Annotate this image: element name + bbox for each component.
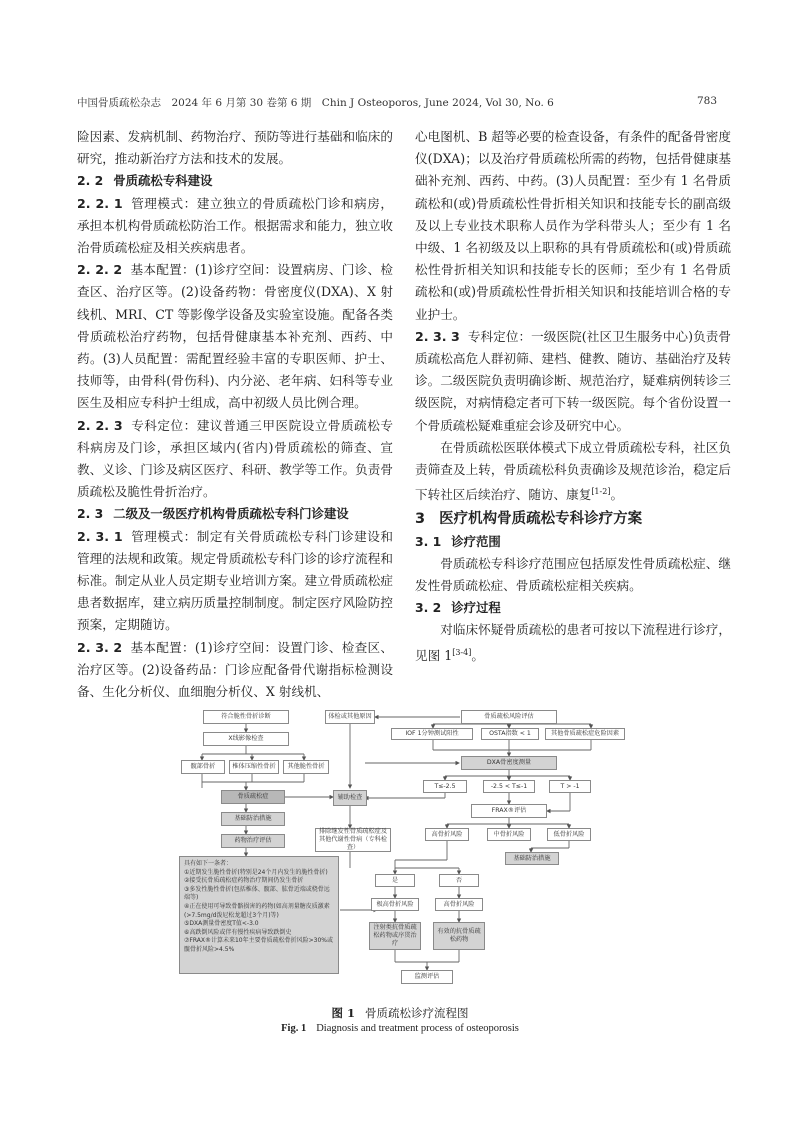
vertebral-fracture-box: 椎体压缩性骨折 xyxy=(229,760,279,774)
citation: [3-4] xyxy=(452,647,472,657)
osteoporosis-box: 骨质疏松症 xyxy=(221,790,285,804)
paragraph: 对临床怀疑骨质疏松的患者可按以下流程进行诊疗，见图 1[3-4]。 xyxy=(415,622,731,663)
journal-info: 中国骨质疏松杂志 2024 年 6 月第 30 卷第 6 期 Chin J Osteoporos, June 2024, Vol 30, No. 6 xyxy=(77,97,554,109)
t-score-high-box: T > -1 xyxy=(549,780,591,793)
paragraph: 2. 3. 1 管理模式：制定有关骨质疏松专科门诊建设和管理的法规和政策。规定骨质疏松专科门诊的诊疗流程和标准。制定从业人员定期专业培训方案。建立骨质疏松症患者数据库，建立病历质量控制制度。制定医疗风险防控预案，定期随访。 xyxy=(77,528,393,633)
paragraph: 心电图机、B 超等必要的检查设备，有条件的配备骨密度仪(DXA)；以及治疗骨质疏松所需的药物，包括骨健康基础补充剂、西药、中药。(3)人员配置：至少有 1 名骨质疏松和(或)骨质疏松性骨折相关知识和技能专长的副高级及以上专业技术职称人员作为学科带头人；至少有 1 名中级、1 名初级及以上职称的具有骨质疏松和(或)骨质疏松性骨折相关知识和技能专长的医师；至少有 1 名骨质疏松和(或)骨质疏松性骨折相关知识和技能培训合格的专业护士。 xyxy=(415,129,731,322)
running-header xyxy=(77,95,717,111)
criteria-item: ⑤DXA测量骨密度T值<-3.0 xyxy=(184,920,259,928)
exclude-secondary-box: 排除继发性骨质疏松症及其他代谢性骨病（专科检查） xyxy=(315,828,391,852)
risk-assessment-box: 骨质疏松风险评估 xyxy=(461,710,557,724)
high-risk-2-box: 高骨折风险 xyxy=(435,898,483,911)
paragraph: 2. 2. 2 基本配置：(1)诊疗空间：设置病房、门诊、检查区、治疗区等。(2)设备药物：骨密度仪(DXA)、X 射线机、MRI、CT 等影像学设备及实验室设施。配备各类骨质疏松治疗药物，包括骨健康基本补充剂、西药、中药。(3)人员配置：需配置经验丰富的专职医师、护士、技师等，由骨科(骨伤科)、内分泌、老年病、妇科等专业医生及相应专科护士组成，高中初级人员比例合理。 xyxy=(77,262,393,411)
page-number: 783 xyxy=(696,95,717,107)
low-risk-box: 低骨折风险 xyxy=(547,828,591,841)
aux-exam-box: 辅助检查 xyxy=(333,790,367,806)
right-column xyxy=(415,126,731,667)
basic-prevention-2-box: 基础防治措施 xyxy=(505,852,559,865)
t-score-low-box: T≤-2.5 xyxy=(423,780,467,793)
very-high-risk-box: 极高骨折风险 xyxy=(371,898,419,911)
drug-evaluation-box: 药物治疗评估 xyxy=(221,834,285,848)
criteria-item: ⑦FRAX®计算未来10年主要骨质疏松骨折风险>30%或髋骨折风险>4.5% xyxy=(184,937,333,953)
paragraph: 险因素、发病机制、药物治疗、预防等进行基础和临床的研究，推动新治疗方法和技术的发展。 xyxy=(77,129,393,167)
figure-caption-cn: 图 1 骨质疏松诊疗流程图 xyxy=(331,1006,469,1020)
criteria-item: ③多发性脆性骨折(包括椎体、髋部、肱骨近端或桡骨远端等) xyxy=(184,885,330,902)
section-heading: 2. 2 骨质疏松专科建设 xyxy=(77,173,213,189)
flowchart-figure xyxy=(165,700,627,992)
criteria-item: ⑥高跌倒风险或伴有慢性疾病导致跌倒史 xyxy=(184,928,292,936)
paragraph: 骨质疏松专科诊疗范围应包括原发性骨质疏松症、继发性骨质疏松症、骨质疏松症相关疾病。 xyxy=(415,555,731,594)
effective-drug-box: 有效的抗骨质疏松药物 xyxy=(433,922,485,950)
yes-box: 是 xyxy=(375,874,415,887)
citation: [1-2] xyxy=(591,487,611,497)
xray-box: X线影像检查 xyxy=(203,732,289,746)
other-fracture-box: 其他脆性骨折 xyxy=(283,760,329,774)
fragility-fracture-box: 符合脆性骨折诊断 xyxy=(203,710,289,724)
paragraph: 2. 3. 3 专科定位：一级医院(社区卫生服务中心)负责骨质疏松高危人群初筛、建档、健教、随访、基础治疗及转诊。二级医院负责明确诊断、规范治疗，疑难病例转诊三级医院，对病情稳定者可下转一级医院。每个省份设置一个骨质疏松疑难重症会诊及研究中心。 xyxy=(415,328,731,433)
section-heading: 2. 3 二级及一级医疗机构骨质疏松专科门诊建设 xyxy=(77,506,349,522)
left-column xyxy=(77,126,393,703)
paragraph: 2. 3. 2 基本配置：(1)诊疗空间：设置门诊、检查区、治疗区等。(2)设备药品：门诊应配备骨代谢指标检测设备、生化分析仪、血细胞分析仪、X 射线机、 xyxy=(77,639,393,700)
dxa-box: DXA骨密度测量 xyxy=(461,756,557,770)
injectable-drug-box: 注射类抗骨质疏松药物或序贯治疗 xyxy=(369,922,421,950)
exam-box: 体检或其他原因 xyxy=(325,710,375,724)
criteria-item: ②接受抗骨质疏松症药物治疗期间仍发生骨折 xyxy=(184,877,304,885)
criteria-list-box xyxy=(179,856,339,974)
no-box: 否 xyxy=(439,874,479,887)
section-heading: 3. 2 诊疗过程 xyxy=(415,600,501,616)
mid-risk-box: 中骨折风险 xyxy=(487,828,531,841)
paragraph: 2. 2. 1 管理模式：建立独立的骨质疏松门诊和病房，承担本机构骨质疏松防治工作。根据需求和能力，独立收治骨质疏松症及相关疾病患者。 xyxy=(77,195,393,256)
criteria-item: ④正在使用可导致骨骼损害的药物(如高剂量糖皮质激素(>7.5mg/d泼尼松龙超过3个月)等) xyxy=(184,902,330,919)
hip-fracture-box: 髋部骨折 xyxy=(181,760,225,774)
chapter-heading: 3 医疗机构骨质疏松专科诊疗方案 xyxy=(415,510,643,527)
criteria-title: 具有如下一条者： xyxy=(184,860,233,867)
criteria-item: ①近期发生脆性骨折(特别是24个月内发生的脆性骨折) xyxy=(184,868,328,876)
paragraph: 在骨质疏松医联体模式下成立骨质疏松专科，社区负责筛查及上转，骨质疏松科负责确诊及规范诊治，稳定后下转社区后续治疗、随访、康复[1-2]。 xyxy=(415,439,731,503)
osta-box: OSTA指数 < 1 xyxy=(481,728,539,740)
basic-prevention-box: 基础防治措施 xyxy=(221,812,285,826)
frax-box: FRAX®评估 xyxy=(471,804,547,818)
other-risk-box: 其他骨质疏松症危险因素 xyxy=(545,728,625,740)
t-score-mid-box: -2.5 < T≤-1 xyxy=(483,780,535,793)
monitoring-box: 监测评估 xyxy=(401,970,453,984)
figure-caption-en: Fig. 1 Diagnosis and treatment process of osteoporosis xyxy=(281,1023,519,1034)
high-risk-box: 高骨折风险 xyxy=(425,828,469,841)
iof-box: IOF 1分钟测试阳性 xyxy=(391,728,473,740)
paragraph: 2. 2. 3 专科定位：建议普通三甲医院设立骨质疏松专科病房及门诊，承担区域内(省内)骨质疏松的筛查、宣教、义诊、门诊及病区医疗、科研、教学等工作。负责骨质疏松及脆性骨折治疗。 xyxy=(77,417,393,500)
section-heading: 3. 1 诊疗范围 xyxy=(415,533,501,549)
